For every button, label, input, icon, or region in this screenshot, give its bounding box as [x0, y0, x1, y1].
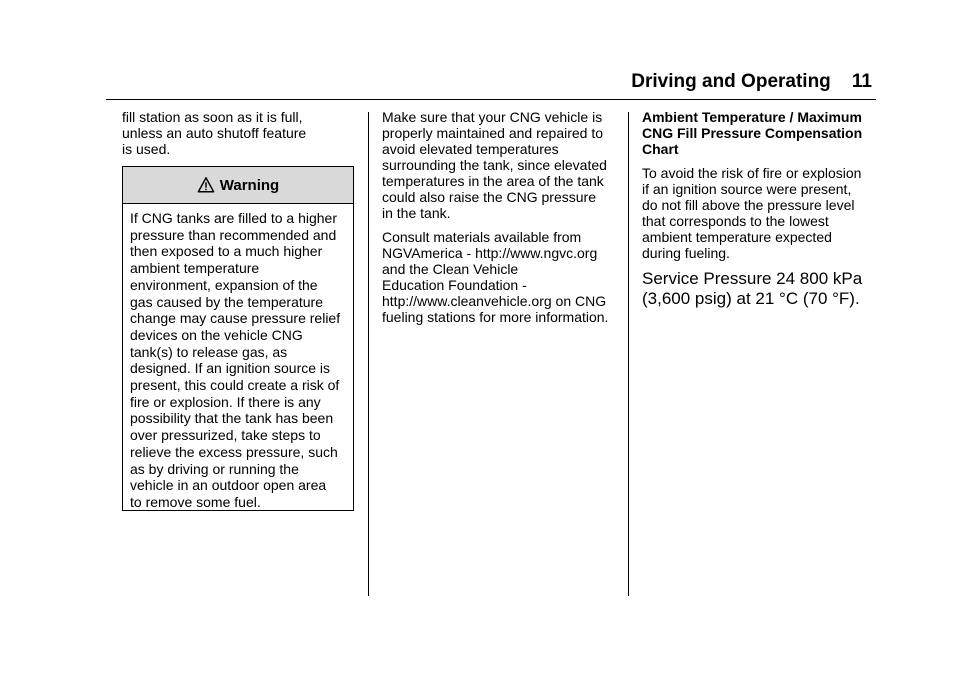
column-divider-1 — [368, 112, 369, 596]
column-2 — [382, 109, 620, 333]
section-subheading: Ambient Temperature / Maximum CNG Fill Pressure Compensation Chart — [642, 109, 863, 157]
warning-triangle-icon — [197, 176, 215, 194]
service-pressure-text: Service Pressure 24 800 kPa (3,600 psig) at 21 °C (70 °F). — [642, 269, 863, 308]
intro-paragraph: fill station as soon as it is full, unless an auto shutoff feature is used. — [122, 109, 307, 157]
maintenance-paragraph: Make sure that your CNG vehicle is properly maintained and repaired to avoid elevated temperatures surrounding the tank, since elevated temperatures in the area of the tank could also raise the CNG pressure in the tank. — [382, 109, 607, 221]
column-3 — [642, 109, 878, 317]
page-header-title: Driving and Operating 11 — [631, 71, 872, 92]
resources-paragraph: Consult materials available from NGVAmerica - http://www.ngvc.org and the Clean Vehicle Education Foundation - http://www.cleanvehicle.org on CNG fueling stations for more information. — [382, 229, 609, 325]
warning-header — [123, 167, 353, 204]
warning-body: If CNG tanks are filled to a higher pressure than recommended and then exposed to a much higher ambient temperature environment, expansion of the gas caused by the temperature change may cause pressure relief devices on the vehicle CNG tank(s) to release gas, as designed. If an ignition source is present, this could create a risk of fire or explosion. If there is any possibility that the tank has been over pressurized, take steps to relieve the excess pressure, such as by driving or running the vehicle in an outdoor open area to remove some fuel. — [130, 210, 341, 510]
warning-title: Warning — [219, 176, 280, 194]
column-divider-2 — [628, 112, 629, 596]
column-1 — [122, 109, 357, 165]
fill-limit-paragraph: To avoid the risk of fire or explosion if an ignition source were present, do not fill above the pressure level that corresponds to the lowest ambient temperature expected during fueling. — [642, 165, 862, 261]
warning-box — [122, 166, 354, 511]
header-rule — [106, 99, 876, 100]
